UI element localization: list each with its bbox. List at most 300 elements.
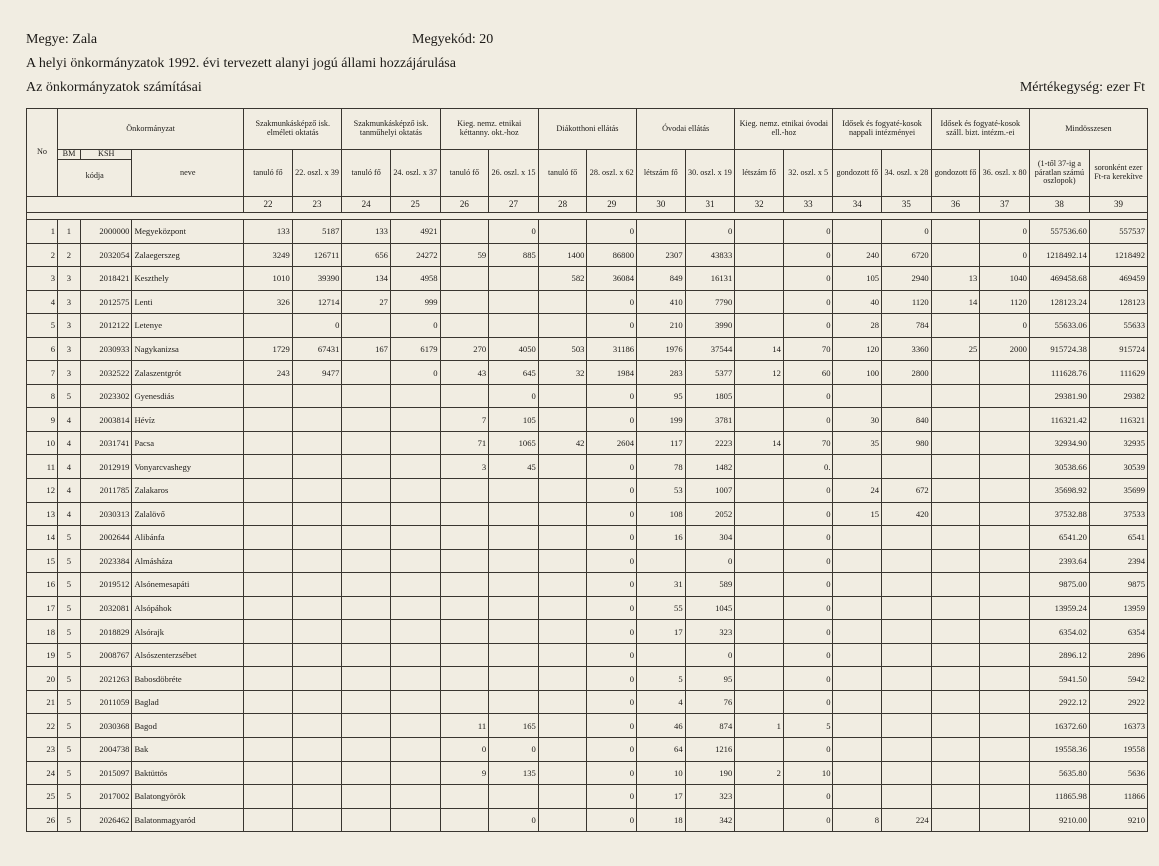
value-cell: 11865.98 — [1029, 785, 1089, 809]
municipality-name: Baglad — [132, 690, 244, 714]
value-cell — [931, 761, 980, 785]
municipality-name: Balatongyörök — [132, 785, 244, 809]
value-cell: 32934.90 — [1029, 431, 1089, 455]
value-cell — [980, 455, 1030, 479]
value-cell — [931, 243, 980, 267]
value-cell: 3249 — [244, 243, 293, 267]
value-cell — [882, 596, 932, 620]
value-cell — [342, 408, 391, 432]
column-number: 28 — [538, 197, 587, 213]
value-cell: 9 — [440, 761, 489, 785]
value-cell — [390, 667, 440, 691]
value-cell — [489, 314, 539, 338]
value-cell: 43 — [440, 361, 489, 385]
value-cell: 0 — [783, 596, 833, 620]
value-cell — [735, 314, 784, 338]
value-cell: 9875.00 — [1029, 573, 1089, 597]
row-number: 14 — [27, 526, 58, 550]
value-cell: 5941.50 — [1029, 667, 1089, 691]
value-cell: 0 — [980, 220, 1030, 244]
value-cell — [980, 573, 1030, 597]
value-cell: 2 — [735, 761, 784, 785]
row-number: 7 — [27, 361, 58, 385]
bm-code: 5 — [58, 573, 81, 597]
row-number: 11 — [27, 455, 58, 479]
value-cell: 1805 — [685, 384, 735, 408]
column-number: 26 — [440, 197, 489, 213]
value-cell: 10 — [783, 761, 833, 785]
value-cell — [833, 761, 882, 785]
value-cell: 0 — [587, 785, 637, 809]
col-header-ksh: KSH — [98, 149, 115, 158]
sub-header: tanuló fő — [244, 150, 293, 197]
municipality-name: Letenye — [132, 314, 244, 338]
value-cell: 6354.02 — [1029, 620, 1089, 644]
value-cell: 0 — [440, 738, 489, 762]
value-cell — [931, 667, 980, 691]
value-cell: 0 — [587, 502, 637, 526]
value-cell: 3990 — [685, 314, 735, 338]
value-cell — [882, 690, 932, 714]
table-row — [27, 361, 1148, 385]
sub-header: (1-től 37-ig a páratlan számú oszlopok) — [1029, 150, 1089, 197]
value-cell: 0 — [882, 220, 932, 244]
value-cell: 128123 — [1089, 290, 1147, 314]
value-cell: 12 — [735, 361, 784, 385]
value-cell — [440, 620, 489, 644]
row-number: 5 — [27, 314, 58, 338]
value-cell: 1218492 — [1089, 243, 1147, 267]
value-cell: 5187 — [292, 220, 342, 244]
table-row — [27, 526, 1148, 550]
municipality-name: Balatonmagyaród — [132, 808, 244, 832]
value-cell — [882, 455, 932, 479]
value-cell — [833, 549, 882, 573]
value-cell: 30 — [833, 408, 882, 432]
value-cell — [244, 526, 293, 550]
value-cell — [980, 738, 1030, 762]
value-cell: 304 — [685, 526, 735, 550]
value-cell: 420 — [882, 502, 932, 526]
municipality-name: Keszthely — [132, 267, 244, 291]
value-cell: 14 — [735, 431, 784, 455]
value-cell: 31 — [637, 573, 686, 597]
municipality-name: Megyeközpont — [132, 220, 244, 244]
table-row — [27, 290, 1148, 314]
value-cell — [244, 714, 293, 738]
value-cell — [538, 738, 587, 762]
value-cell: 224 — [882, 808, 932, 832]
document-subtitle: Az önkormányzatok számításai — [26, 80, 202, 95]
ksh-code: 2008767 — [80, 643, 132, 667]
value-cell — [489, 267, 539, 291]
value-cell — [342, 361, 391, 385]
value-cell — [833, 738, 882, 762]
table-row — [27, 549, 1148, 573]
sub-header: tanuló fő — [342, 150, 391, 197]
value-cell — [244, 643, 293, 667]
group-header-6: Kieg. nemz. etnikai óvodai ell.-hoz — [735, 109, 833, 150]
value-cell — [931, 738, 980, 762]
ksh-code: 2002644 — [80, 526, 132, 550]
value-cell: 1120 — [882, 290, 932, 314]
value-cell — [489, 479, 539, 503]
municipality-name: Alibánfa — [132, 526, 244, 550]
table-row — [27, 714, 1148, 738]
value-cell: 784 — [882, 314, 932, 338]
table-row — [27, 384, 1148, 408]
header-gap — [27, 213, 1148, 220]
value-cell: 999 — [390, 290, 440, 314]
value-cell — [244, 455, 293, 479]
value-cell: 42 — [538, 431, 587, 455]
value-cell: 0 — [587, 384, 637, 408]
value-cell: 0 — [587, 808, 637, 832]
code-header — [58, 150, 132, 197]
sub-header: 34. oszl. x 28 — [882, 150, 932, 197]
value-cell — [882, 549, 932, 573]
value-cell: 0 — [783, 667, 833, 691]
row-number: 22 — [27, 714, 58, 738]
row-number: 2 — [27, 243, 58, 267]
value-cell — [440, 785, 489, 809]
value-cell — [390, 690, 440, 714]
value-cell — [292, 384, 342, 408]
value-cell — [931, 620, 980, 644]
value-cell: 1218492.14 — [1029, 243, 1089, 267]
col-header-bm: BM — [58, 150, 81, 159]
value-cell: 16 — [637, 526, 686, 550]
value-cell — [735, 479, 784, 503]
bm-code: 5 — [58, 667, 81, 691]
value-cell: 4958 — [390, 267, 440, 291]
municipality-name: Alsórajk — [132, 620, 244, 644]
row-number: 1 — [27, 220, 58, 244]
value-cell — [342, 785, 391, 809]
value-cell: 9875 — [1089, 573, 1147, 597]
value-cell — [244, 384, 293, 408]
value-cell — [489, 690, 539, 714]
value-cell: 410 — [637, 290, 686, 314]
bm-code: 5 — [58, 596, 81, 620]
value-cell — [538, 573, 587, 597]
value-cell: 70 — [783, 337, 833, 361]
ksh-code: 2017002 — [80, 785, 132, 809]
value-cell: 18 — [637, 808, 686, 832]
value-cell — [342, 526, 391, 550]
value-cell — [980, 549, 1030, 573]
value-cell: 1120 — [980, 290, 1030, 314]
value-cell — [538, 455, 587, 479]
municipality-name: Babosdöbréte — [132, 667, 244, 691]
value-cell — [440, 643, 489, 667]
bm-code: 5 — [58, 526, 81, 550]
ksh-code: 2031741 — [80, 431, 132, 455]
county-label: Megye: Zala — [26, 32, 98, 47]
bm-code: 5 — [58, 738, 81, 762]
value-cell — [342, 502, 391, 526]
table-row — [27, 479, 1148, 503]
value-cell: 0 — [783, 479, 833, 503]
value-cell — [292, 573, 342, 597]
value-cell — [440, 549, 489, 573]
ksh-code: 2030933 — [80, 337, 132, 361]
value-cell — [980, 643, 1030, 667]
group-header-1: Szakmunkásképző isk. elméleti oktatás — [244, 109, 342, 150]
value-cell: 3 — [440, 455, 489, 479]
table-row — [27, 573, 1148, 597]
value-cell: 2922 — [1089, 690, 1147, 714]
value-cell: 2000 — [980, 337, 1030, 361]
value-cell: 28 — [833, 314, 882, 338]
value-cell — [342, 667, 391, 691]
value-cell — [735, 573, 784, 597]
value-cell — [292, 479, 342, 503]
row-number: 12 — [27, 479, 58, 503]
municipality-name: Hévíz — [132, 408, 244, 432]
value-cell — [489, 573, 539, 597]
value-cell — [833, 620, 882, 644]
value-cell — [342, 620, 391, 644]
value-cell: 0 — [980, 243, 1030, 267]
value-cell: 37544 — [685, 337, 735, 361]
sub-header: létszám fő — [735, 150, 784, 197]
value-cell: 1984 — [587, 361, 637, 385]
value-cell: 5377 — [685, 361, 735, 385]
value-cell — [735, 596, 784, 620]
value-cell — [637, 220, 686, 244]
ksh-code: 2000000 — [80, 220, 132, 244]
value-cell — [390, 502, 440, 526]
value-cell: 0 — [587, 314, 637, 338]
table-row — [27, 690, 1148, 714]
value-cell: 849 — [637, 267, 686, 291]
value-cell: 0 — [489, 384, 539, 408]
value-cell — [440, 267, 489, 291]
value-cell — [735, 408, 784, 432]
ksh-code: 2004738 — [80, 738, 132, 762]
value-cell — [292, 667, 342, 691]
value-cell: 126711 — [292, 243, 342, 267]
value-cell: 16131 — [685, 267, 735, 291]
value-cell: 6720 — [882, 243, 932, 267]
sub-header: 30. oszl. x 19 — [685, 150, 735, 197]
ksh-code: 2026462 — [80, 808, 132, 832]
sub-header: létszám fő — [637, 150, 686, 197]
value-cell: 13 — [931, 267, 980, 291]
value-cell — [489, 596, 539, 620]
value-cell: 9210 — [1089, 808, 1147, 832]
sub-header: tanuló fő — [538, 150, 587, 197]
bm-code: 4 — [58, 479, 81, 503]
row-number: 24 — [27, 761, 58, 785]
value-cell: 167 — [342, 337, 391, 361]
value-cell: 32935 — [1089, 431, 1147, 455]
value-cell — [390, 808, 440, 832]
table-row — [27, 314, 1148, 338]
value-cell — [390, 384, 440, 408]
row-number: 15 — [27, 549, 58, 573]
value-cell: 915724 — [1089, 337, 1147, 361]
ksh-code: 2021263 — [80, 667, 132, 691]
value-cell — [833, 714, 882, 738]
ksh-code: 2023302 — [80, 384, 132, 408]
bm-code: 4 — [58, 431, 81, 455]
value-cell — [538, 643, 587, 667]
value-cell — [931, 643, 980, 667]
value-cell: 0. — [783, 455, 833, 479]
table-row — [27, 408, 1148, 432]
value-cell — [342, 479, 391, 503]
column-number: 24 — [342, 197, 391, 213]
value-cell: 0 — [783, 408, 833, 432]
value-cell — [735, 785, 784, 809]
value-cell — [882, 667, 932, 691]
value-cell: 1045 — [685, 596, 735, 620]
value-cell — [882, 738, 932, 762]
column-number: 27 — [489, 197, 539, 213]
sub-header: tanuló fő — [440, 150, 489, 197]
value-cell: 35 — [833, 431, 882, 455]
value-cell — [440, 479, 489, 503]
value-cell: 0 — [587, 408, 637, 432]
value-cell — [292, 526, 342, 550]
value-cell — [735, 220, 784, 244]
value-cell — [390, 620, 440, 644]
value-cell: 0 — [587, 596, 637, 620]
value-cell: 342 — [685, 808, 735, 832]
value-cell: 133 — [342, 220, 391, 244]
value-cell — [489, 667, 539, 691]
sub-header: 32. oszl. x 5 — [783, 150, 833, 197]
value-cell: 2800 — [882, 361, 932, 385]
value-cell: 0 — [783, 384, 833, 408]
value-cell — [882, 384, 932, 408]
value-cell: 1400 — [538, 243, 587, 267]
bm-code: 3 — [58, 337, 81, 361]
value-cell: 469459 — [1089, 267, 1147, 291]
table-row — [27, 337, 1148, 361]
bm-code: 3 — [58, 361, 81, 385]
value-cell: 12714 — [292, 290, 342, 314]
value-cell — [292, 408, 342, 432]
value-cell: 9210.00 — [1029, 808, 1089, 832]
value-cell — [390, 714, 440, 738]
value-cell: 6541.20 — [1029, 526, 1089, 550]
unit-label: Mértékegység: ezer Ft — [1019, 80, 1145, 95]
row-number: 20 — [27, 667, 58, 691]
value-cell: 165 — [489, 714, 539, 738]
value-cell: 100 — [833, 361, 882, 385]
group-header-9: Mindösszesen — [1029, 109, 1147, 150]
colnum-spacer — [27, 197, 244, 213]
value-cell: 95 — [637, 384, 686, 408]
value-cell: 0 — [685, 549, 735, 573]
value-cell — [735, 620, 784, 644]
value-cell — [931, 502, 980, 526]
value-cell — [735, 267, 784, 291]
value-cell: 326 — [244, 290, 293, 314]
value-cell — [244, 549, 293, 573]
sub-header: 36. oszl. x 80 — [980, 150, 1030, 197]
municipality-name: Nagykanizsa — [132, 337, 244, 361]
value-cell: 0 — [587, 573, 637, 597]
value-cell — [390, 643, 440, 667]
value-cell — [538, 549, 587, 573]
table-row — [27, 643, 1148, 667]
value-cell: 3360 — [882, 337, 932, 361]
row-number: 13 — [27, 502, 58, 526]
table-row — [27, 502, 1148, 526]
value-cell — [735, 643, 784, 667]
value-cell — [735, 738, 784, 762]
value-cell: 0 — [587, 549, 637, 573]
bm-code: 5 — [58, 384, 81, 408]
value-cell: 11866 — [1089, 785, 1147, 809]
value-cell: 270 — [440, 337, 489, 361]
value-cell — [342, 596, 391, 620]
value-cell: 582 — [538, 267, 587, 291]
value-cell — [538, 526, 587, 550]
value-cell — [931, 314, 980, 338]
value-cell — [980, 667, 1030, 691]
row-number: 16 — [27, 573, 58, 597]
county-code-label: Megyekód: 20 — [412, 32, 494, 47]
value-cell: 0 — [783, 738, 833, 762]
bm-code: 5 — [58, 549, 81, 573]
value-cell: 67431 — [292, 337, 342, 361]
row-number: 4 — [27, 290, 58, 314]
bm-code: 3 — [58, 267, 81, 291]
value-cell: 0 — [685, 220, 735, 244]
ksh-code: 2030368 — [80, 714, 132, 738]
value-cell — [489, 785, 539, 809]
value-cell: 2604 — [587, 431, 637, 455]
value-cell: 70 — [783, 431, 833, 455]
value-cell: 8 — [833, 808, 882, 832]
value-cell: 2896.12 — [1029, 643, 1089, 667]
table-row — [27, 220, 1148, 244]
value-cell — [489, 502, 539, 526]
value-cell: 0 — [489, 220, 539, 244]
value-cell: 2307 — [637, 243, 686, 267]
column-number: 23 — [292, 197, 342, 213]
municipality-name: Bak — [132, 738, 244, 762]
value-cell: 78 — [637, 455, 686, 479]
municipality-name: Almásháza — [132, 549, 244, 573]
value-cell — [244, 596, 293, 620]
value-cell: 29381.90 — [1029, 384, 1089, 408]
value-cell: 0 — [587, 690, 637, 714]
value-cell: 0 — [587, 667, 637, 691]
value-cell: 1040 — [980, 267, 1030, 291]
value-cell: 1007 — [685, 479, 735, 503]
value-cell: 0 — [587, 220, 637, 244]
row-number: 8 — [27, 384, 58, 408]
column-number: 35 — [882, 197, 932, 213]
group-header-7: Idősek és fogyaté-kosok nappali intézményei — [833, 109, 931, 150]
value-cell — [833, 573, 882, 597]
row-number: 6 — [27, 337, 58, 361]
bm-code: 5 — [58, 643, 81, 667]
value-cell — [980, 526, 1030, 550]
value-cell — [882, 785, 932, 809]
value-cell — [931, 714, 980, 738]
value-cell: 0 — [783, 549, 833, 573]
value-cell: 59 — [440, 243, 489, 267]
value-cell: 17 — [637, 620, 686, 644]
value-cell — [833, 455, 882, 479]
